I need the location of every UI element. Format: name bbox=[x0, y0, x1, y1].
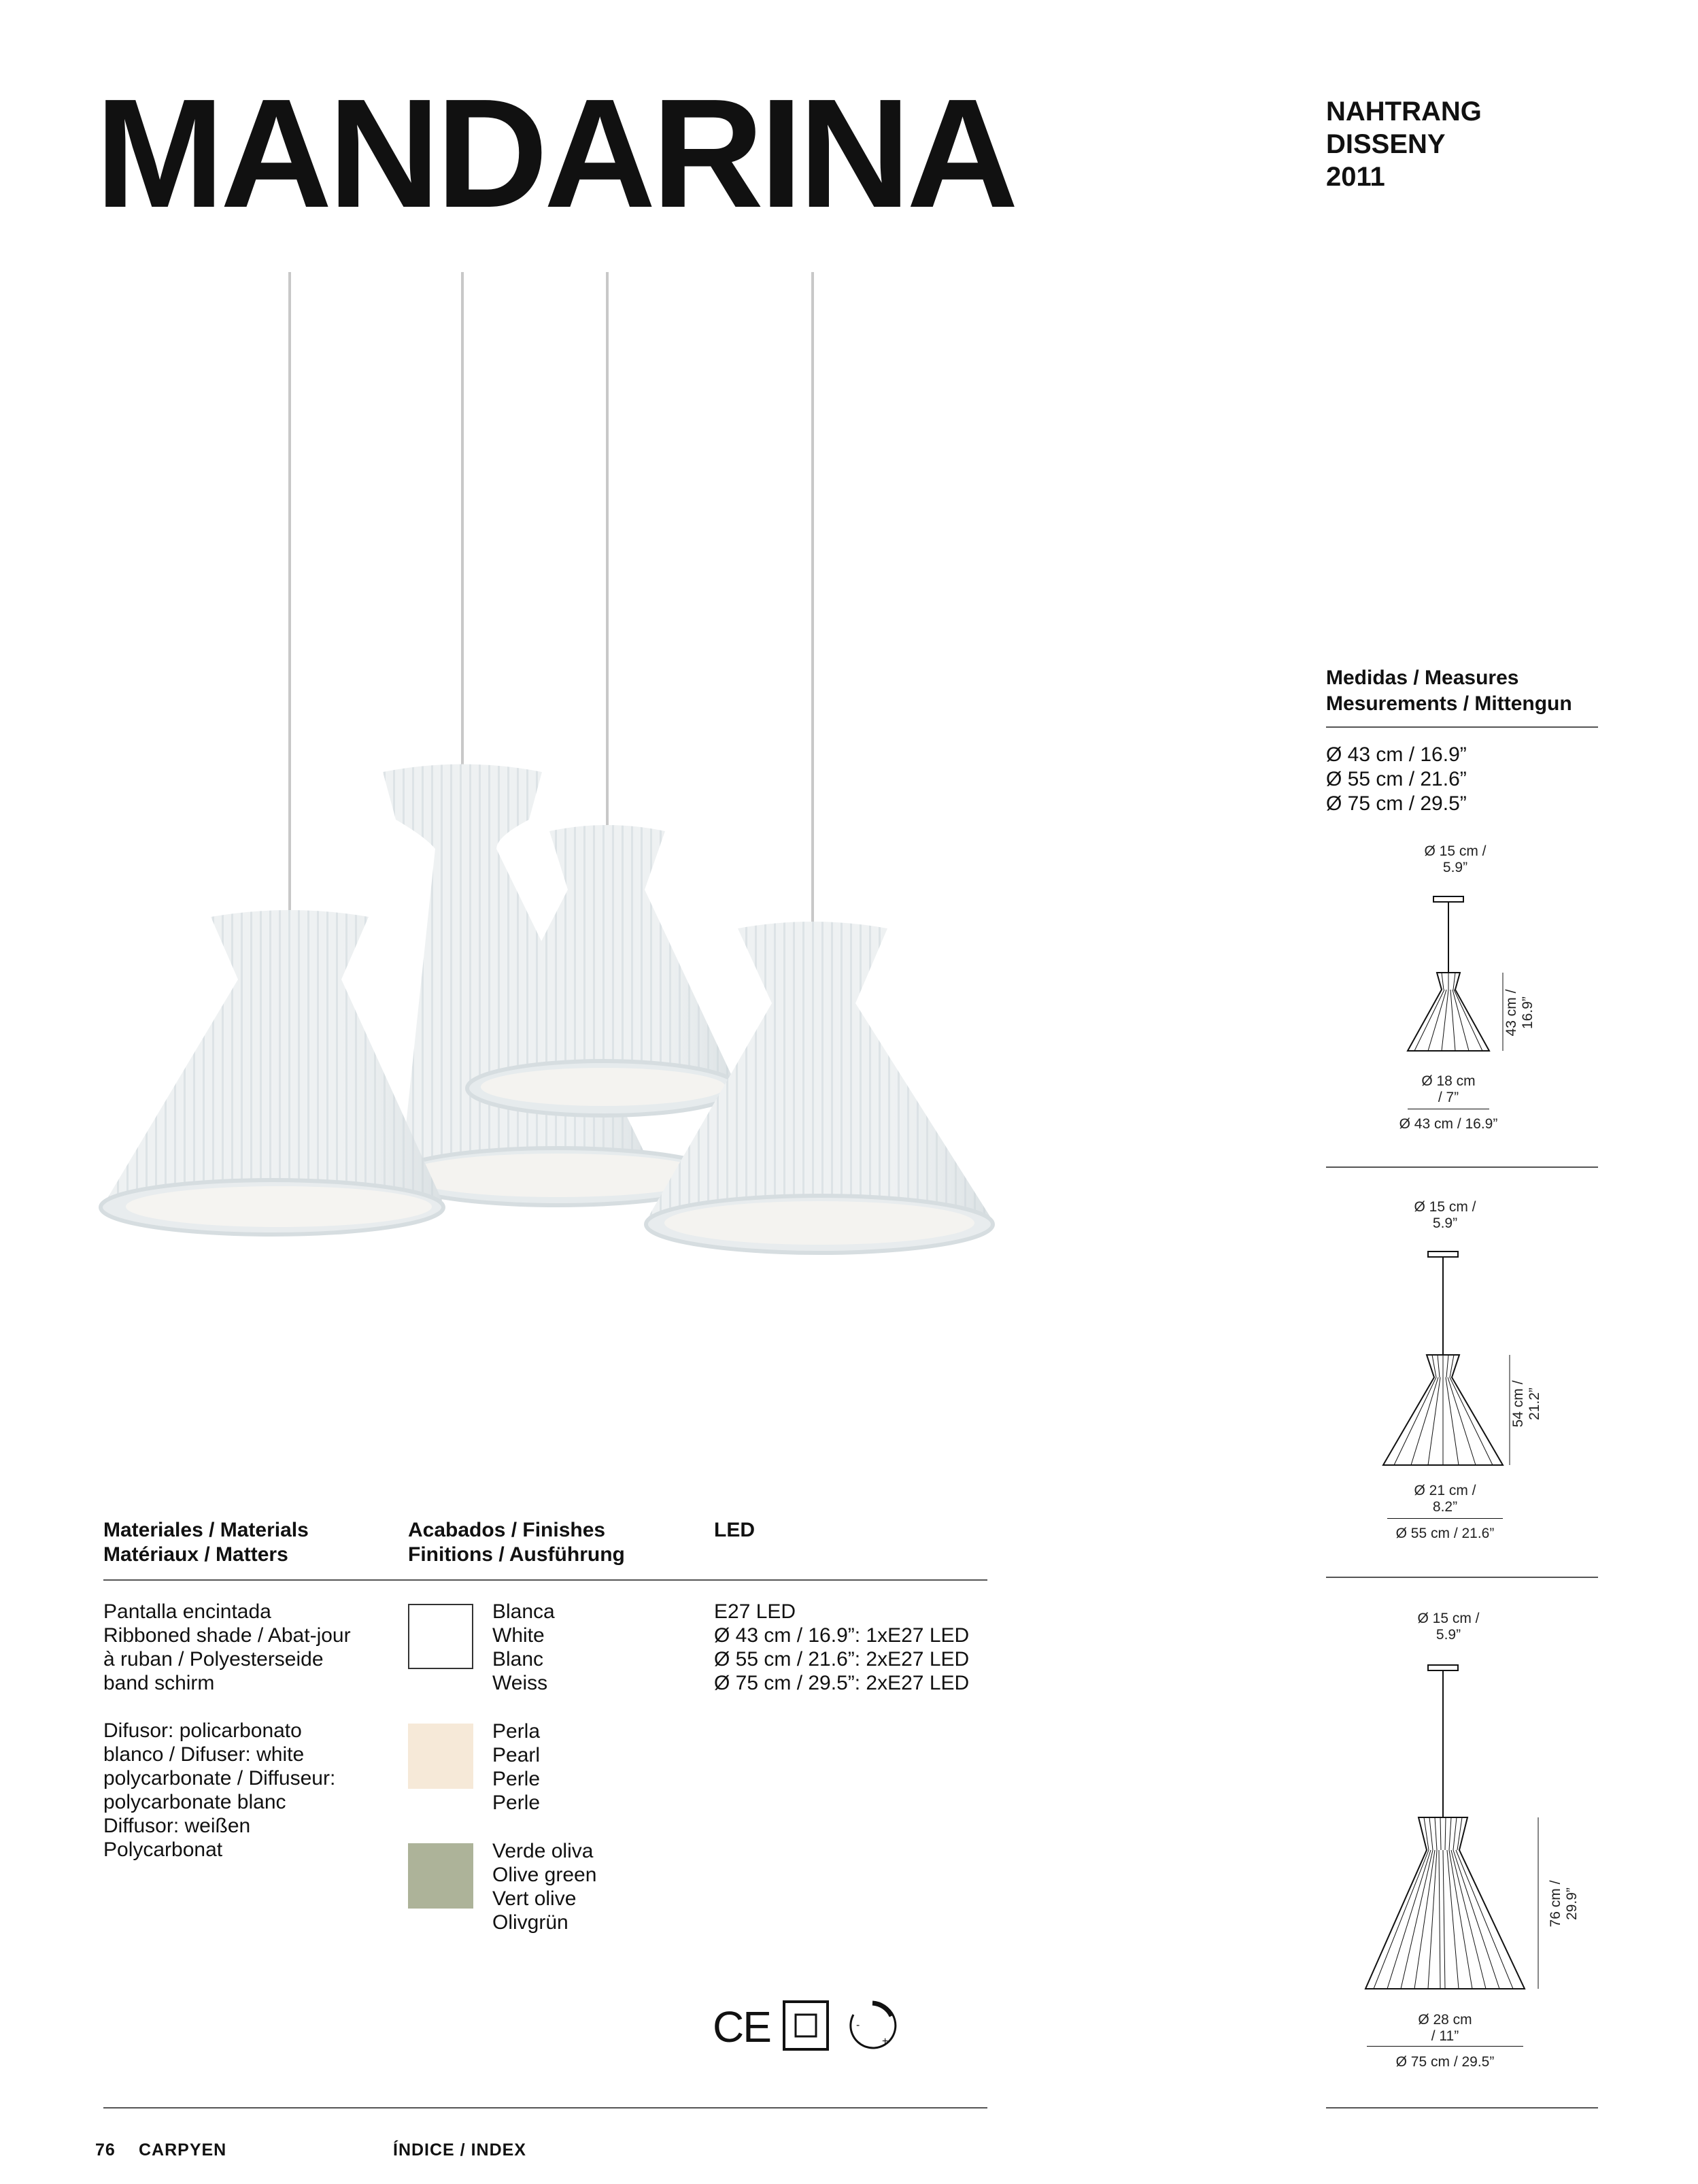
finishes-heading: Acabados / Finishes Finitions / Ausführung bbox=[408, 1519, 625, 1566]
design-year: 2011 bbox=[1326, 162, 1385, 192]
designer-studio: DISSENY bbox=[1326, 129, 1446, 159]
pendant-lamp-left bbox=[101, 910, 443, 1234]
lamp-outline-icon bbox=[1360, 1646, 1564, 2000]
ce-mark-icon: CE bbox=[713, 2002, 770, 2051]
svg-text:+: + bbox=[882, 2036, 889, 2047]
swatch-olive bbox=[408, 1843, 473, 1909]
materials-text: Pantalla encintada Ribboned shade / Abat-jour à ruban / Polyesterseide band schirm Difusor: policarbonato blanco / Difuser: white polycarbonate / Diffuseur: polycarbonate blanc Diffusor: weißen Polycarbonat bbox=[103, 1600, 351, 1861]
led-text: E27 LED Ø 43 cm / 16.9”: 1xE27 LED Ø 55 cm / 21.6”: 2xE27 LED Ø 75 cm / 29.5”: 2xE27 LED bbox=[714, 1600, 970, 1694]
product-title: MANDARINA bbox=[95, 67, 1015, 240]
svg-text:-: - bbox=[856, 2019, 860, 2031]
designer-block bbox=[1326, 95, 1482, 193]
dimmable-icon bbox=[847, 2000, 898, 2051]
materials-heading: Materiales / Materials Matériaux / Matters bbox=[103, 1519, 309, 1566]
size-item: Ø 75 cm / 29.5” bbox=[1326, 792, 1467, 815]
swatch-white bbox=[408, 1604, 473, 1669]
led-heading: LED bbox=[714, 1519, 755, 1541]
index-link[interactable]: ÍNDICE / INDEX bbox=[393, 2140, 526, 2160]
divider bbox=[1326, 1166, 1598, 1168]
size-item: Ø 43 cm / 16.9” bbox=[1326, 743, 1467, 766]
page-number: 76 bbox=[95, 2140, 116, 2160]
size-item: Ø 55 cm / 21.6” bbox=[1326, 768, 1467, 790]
class-ii-insulation-icon bbox=[782, 2000, 830, 2051]
divider bbox=[103, 1579, 987, 1581]
divider bbox=[1326, 726, 1598, 728]
swatch-pearl bbox=[408, 1724, 473, 1789]
designer-name: NAHTRANG bbox=[1326, 97, 1482, 127]
divider bbox=[1326, 2107, 1598, 2109]
brand-name: CARPYEN bbox=[139, 2140, 227, 2160]
divider bbox=[103, 2107, 987, 2109]
product-photo bbox=[88, 272, 1027, 1279]
measures-heading: Medidas / Measures Mesurements / Mittengun bbox=[1326, 667, 1572, 715]
divider bbox=[1326, 1577, 1598, 1578]
measures-list bbox=[1326, 743, 1467, 816]
